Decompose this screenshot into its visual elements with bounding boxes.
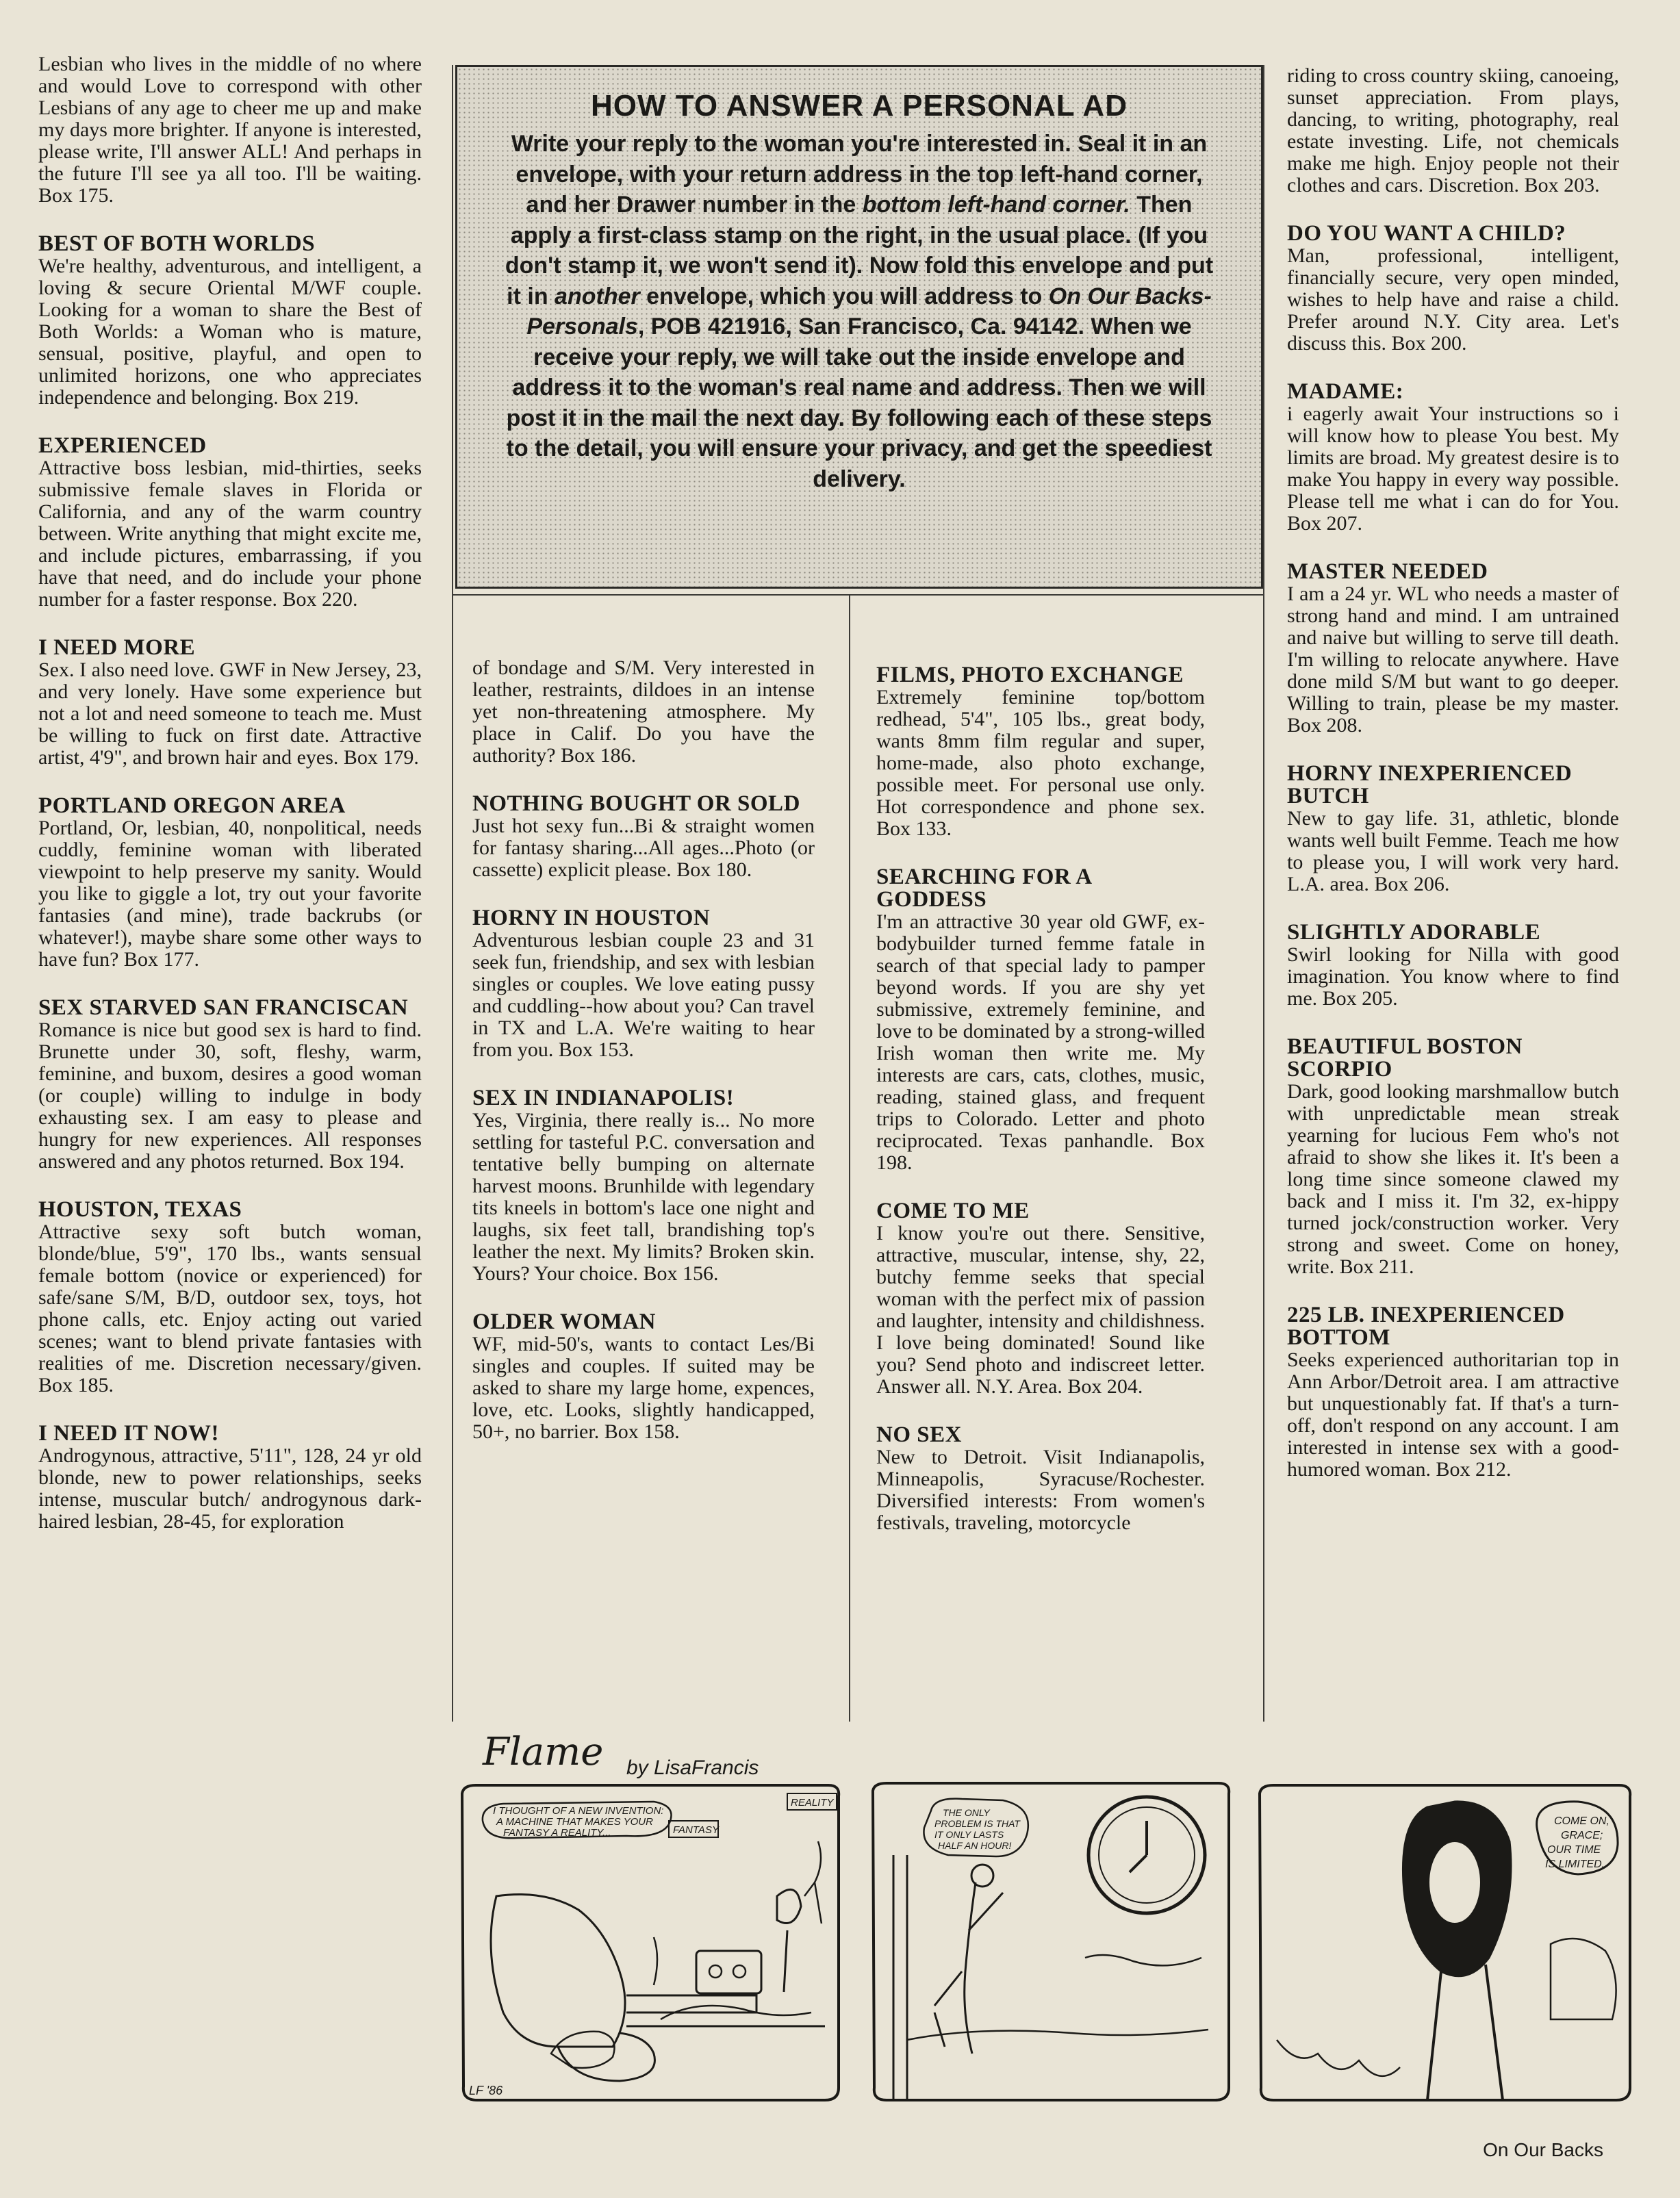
panel2-bubble-line1: THE ONLY	[943, 1807, 990, 1818]
panel1-fantasy-label: FANTASY	[673, 1824, 719, 1836]
ad-column-2	[472, 657, 815, 1469]
panel1-bubble-line1: I THOUGHT OF A NEW INVENTION:	[493, 1805, 664, 1817]
column-rule	[849, 596, 850, 1722]
how-to-title: HOW TO ANSWER A PERSONAL AD	[591, 89, 1128, 123]
personal-ad: I NEED IT NOW! Androgynous, attractive, 5'11", 128, 24 yr old blonde, new to power relationships, seeks intense, muscular butch/ androgynous dark-haired lesbian, 28-45, for exploration	[38, 1421, 422, 1533]
comic-credit: by LisaFrancis	[626, 1756, 759, 1779]
personal-ad: SLIGHTLY ADORABLE Swirl looking for Nilla with good imagination. You know where to find me. Box 205.	[1287, 920, 1619, 1010]
personal-ad: FILMS, PHOTO EXCHANGE Extremely feminine top/bottom redhead, 5'4", 105 lbs., great body, wants 8mm film regular and super, home-made, also photo exchange, possible meet. For personal use only. Hot correspondence and phone sex. Box 133.	[876, 663, 1205, 840]
personal-ad: of bondage and S/M. Very interested in leather, restraints, dildoes in an intense yet non-threatening atmosphere. My place in Calif. Do you have the authority? Box 186.	[472, 656, 815, 767]
comic-panel-2	[873, 1783, 1229, 2100]
panel2-bubble-line3: IT ONLY LASTS	[934, 1829, 1004, 1840]
personal-ad: riding to cross country skiing, canoeing, sunset appreciation. From plays, dancing, to writing, photography, real estate investing. Life, not chemicals make me high. Enjoy people not their clothes and cars. Discretion. Box 203.	[1287, 64, 1619, 196]
personal-ad: BEST OF BOTH WORLDS We're healthy, adventurous, and intelligent, a loving & secure Oriental M/WF couple. Looking for a woman to share the Best of Both Worlds: a Woman who is mature, sensual, positive, playful, and open to unlimited horizons, one who appreciates independence and belonging. Box 219.	[38, 231, 422, 409]
column-rule	[1263, 65, 1264, 1722]
personal-ad: HORNY INEXPERIENCED BUTCH New to gay life. 31, athletic, blonde wants well built Femme. Teach me how to please you, I will work very hard. L.A. area. Box 206.	[1287, 761, 1619, 895]
panel2-bubble-line2: PROBLEM IS THAT	[934, 1818, 1020, 1829]
personal-ad: DO YOU WANT A CHILD? Man, professional, intelligent, financially secure, very open minded, wishes to help have and raise a child. Prefer around N.Y. City area. Let's discuss this. Box 200.	[1287, 221, 1619, 355]
panel3-bubble-line4: IS LIMITED.	[1545, 1858, 1605, 1870]
comic-title: Flame	[483, 1730, 604, 1774]
personal-ad: HOUSTON, TEXAS Attractive sexy soft butch woman, blonde/blue, 5'9", 170 lbs., wants sensual female bottom (novice or experienced) for safe/sane S/M, B/D, outdoor sex, toys, hot phone calls, etc. Enjoy acting out varied scenes; want to blend private fantasies with realities of me. Discretion necessary/given. Box 185.	[38, 1197, 422, 1396]
ad-column-3	[876, 664, 1205, 1560]
personal-ad: PORTLAND OREGON AREA Portland, Or, lesbian, 40, nonpolitical, needs cuddly, feminine woman with liberated viewpoint to help preserve my sanity. Would you like to giggle a lot, try out your favorite fantasies (and mine), trade backrubs (or whatever!), maybe share some other ways to have fun? Box 177.	[38, 793, 422, 971]
section-rule	[452, 594, 1264, 596]
panel1-reality-label: REALITY	[791, 1797, 834, 1809]
personal-ad: EXPERIENCED Attractive boss lesbian, mid-thirties, seeks submissive female slaves in Florida or California, and any of the warm country between. Write anything that might excite me, and include pictures, embarrassing, if you have that need, and do include your phone number for a faster response. Box 220.	[38, 433, 422, 611]
publication-footer: On Our Backs	[1483, 2139, 1603, 2160]
personal-ad: HORNY IN HOUSTON Adventurous lesbian couple 23 and 31 seek fun, friendship, and sex with lesbian singles or couples. We love eating pussy and cuddling--how about you? Can travel in TX and L.A. We're waiting to hear from you. Box 153.	[472, 906, 815, 1061]
personal-ad: MADAME: i eagerly await Your instructions so i will know how to please You best. My limits are broad. My greatest desire is to make You happy in every way possible. Please tell me what i can do for You. Box 207.	[1287, 379, 1619, 535]
personal-ad: NO SEX New to Detroit. Visit Indianapolis, Minneapolis, Syracuse/Rochester. Diversified interests: From women's festivals, traveling, motorcycle	[876, 1422, 1205, 1534]
personal-ad: I NEED MORE Sex. I also need love. GWF in New Jersey, 23, and very lonely. Have some experience but not a lot and need someone to teach me. Must be willing to fuck on first date. Attractive artist, 4'9", and brown hair and eyes. Box 179.	[38, 635, 422, 769]
personal-ad: COME TO ME I know you're out there. Sensitive, attractive, muscular, intense, shy, 22, butchy femme seeks that special woman with the perfect mix of passion and laughter, intensity and childishness. I love being dominated! Sound like you? Send photo and indiscreet letter. Answer all. N.Y. Area. Box 204.	[876, 1199, 1205, 1398]
panel3-bubble-line1: COME ON,	[1554, 1815, 1609, 1827]
panel1-bubble-line3: FANTASY A REALITY...	[503, 1827, 611, 1839]
personal-ad: NOTHING BOUGHT OR SOLD Just hot sexy fun...Bi & straight women for fantasy sharing...All ages...Photo (or cassette) explicit please. Box 180.	[472, 791, 815, 881]
panel3-bubble-line3: OUR TIME	[1547, 1844, 1601, 1856]
comic-signature: LF '86	[469, 2084, 503, 2097]
ad-column-1	[38, 53, 422, 1559]
personal-ad: BEAUTIFUL BOSTON SCORPIO Dark, good looking marshmallow butch with unpredictable mean streak yearning for lucious Fem who's not afraid to show she likes it. It's been a long time since someone clawed my back and I miss it. I'm 32, ex-hippy turned jock/construction worker. Very strong and sweet. Come on honey, write. Box 211.	[1287, 1034, 1619, 1278]
column-rule	[452, 65, 453, 1722]
panel1-bubble-line2: A MACHINE THAT MAKES YOUR	[496, 1816, 653, 1828]
personal-ad: SEARCHING FOR A GODDESS I'm an attractive 30 year old GWF, ex-bodybuilder turned femme fatale in search of that special lady to pamper beyond words. If you are shy yet submissive, extremely feminine, and love to be dominated by a strong-willed Irish woman then write me. My interests are cars, cats, clothes, music, reading, stained glass, and frequent trips to Colorado. Letter and photo reciprocated. Texas panhandle. Box 198.	[876, 865, 1205, 1174]
how-to-answer-box	[455, 65, 1263, 589]
ad-column-4	[1287, 65, 1619, 1507]
personal-ad: Lesbian who lives in the middle of no where and would Love to correspond with other Lesbians of any age to cheer me up and make my days more brighter. If anyone is interested, please write, I'll answer ALL! And perhaps in the future I'll see ya all too. I'll be waiting. Box 175.	[38, 53, 422, 207]
panel2-bubble-line4: HALF AN HOUR!	[938, 1840, 1012, 1851]
personal-ad: MASTER NEEDED I am a 24 yr. WL who needs a master of strong hand and mind. I am untrained and naive but willing to serve till death. I'm willing to relocate anywhere. Have done mild S/M but want to go deeper. Willing to train, please be my master. Box 208.	[1287, 559, 1619, 737]
comic-panel-1	[462, 1785, 839, 2100]
personal-ad: 225 LB. INEXPERIENCED BOTTOM Seeks experienced authoritarian top in Ann Arbor/Detroit area. I am attractive but unquestionably fat. If that's a turn-off, don't respond on any account. I am interested in intense sex with a good-humored woman. Box 212.	[1287, 1303, 1619, 1481]
personal-ad: OLDER WOMAN WF, mid-50's, wants to contact Les/Bi singles and couples. If suited may be asked to share my large home, expences, love, etc. Looks, slightly handicapped, 50+, no barrier. Box 158.	[472, 1309, 815, 1443]
comic-strip	[455, 1725, 1640, 2108]
how-to-instructions: Write your reply to the woman you're interested in. Seal it in an envelope, with your return address in the top left-hand corner, and her Drawer number in the bottom left-hand corner. Then apply a first-class stamp on the right, in the usual place. (If you don't stamp it, we won't send it). Now fold this envelope and put it in another envelope, which you will address to On Our Backs- Personals, POB 421916, San Francisco, Ca. 94142. When we receive your reply, we will take out the inside envelope and address it to the woman's real name and address. Then we will post it in the mail the next day. By following each of these steps to the detail, you will ensure your privacy, and get the speediest delivery.	[505, 131, 1214, 492]
personal-ad: SEX IN INDIANAPOLIS! Yes, Virginia, there really is... No more settling for tasteful P.C. conversation and tentative belly bumping on alternate harvest moons. Brunhilde with legendary tits kneels in bottom's lace one night and laughs, six feet tall, brandishing top's leather the next. My limits? Broken skin. Yours? Your choice. Box 156.	[472, 1086, 815, 1285]
panel3-bubble-line2: GRACE;	[1561, 1830, 1603, 1841]
personal-ad: SEX STARVED SAN FRANCISCAN Romance is nice but good sex is hard to find. Brunette under 30, soft, fleshy, warm, feminine, and buxom, desires a good woman (or couple) willing to indulge in body exhausting sex. I am easy to please and hungry for new experiences. All responses answered and any photos returned. Box 194.	[38, 995, 422, 1173]
comic-panel-3	[1260, 1785, 1630, 2100]
